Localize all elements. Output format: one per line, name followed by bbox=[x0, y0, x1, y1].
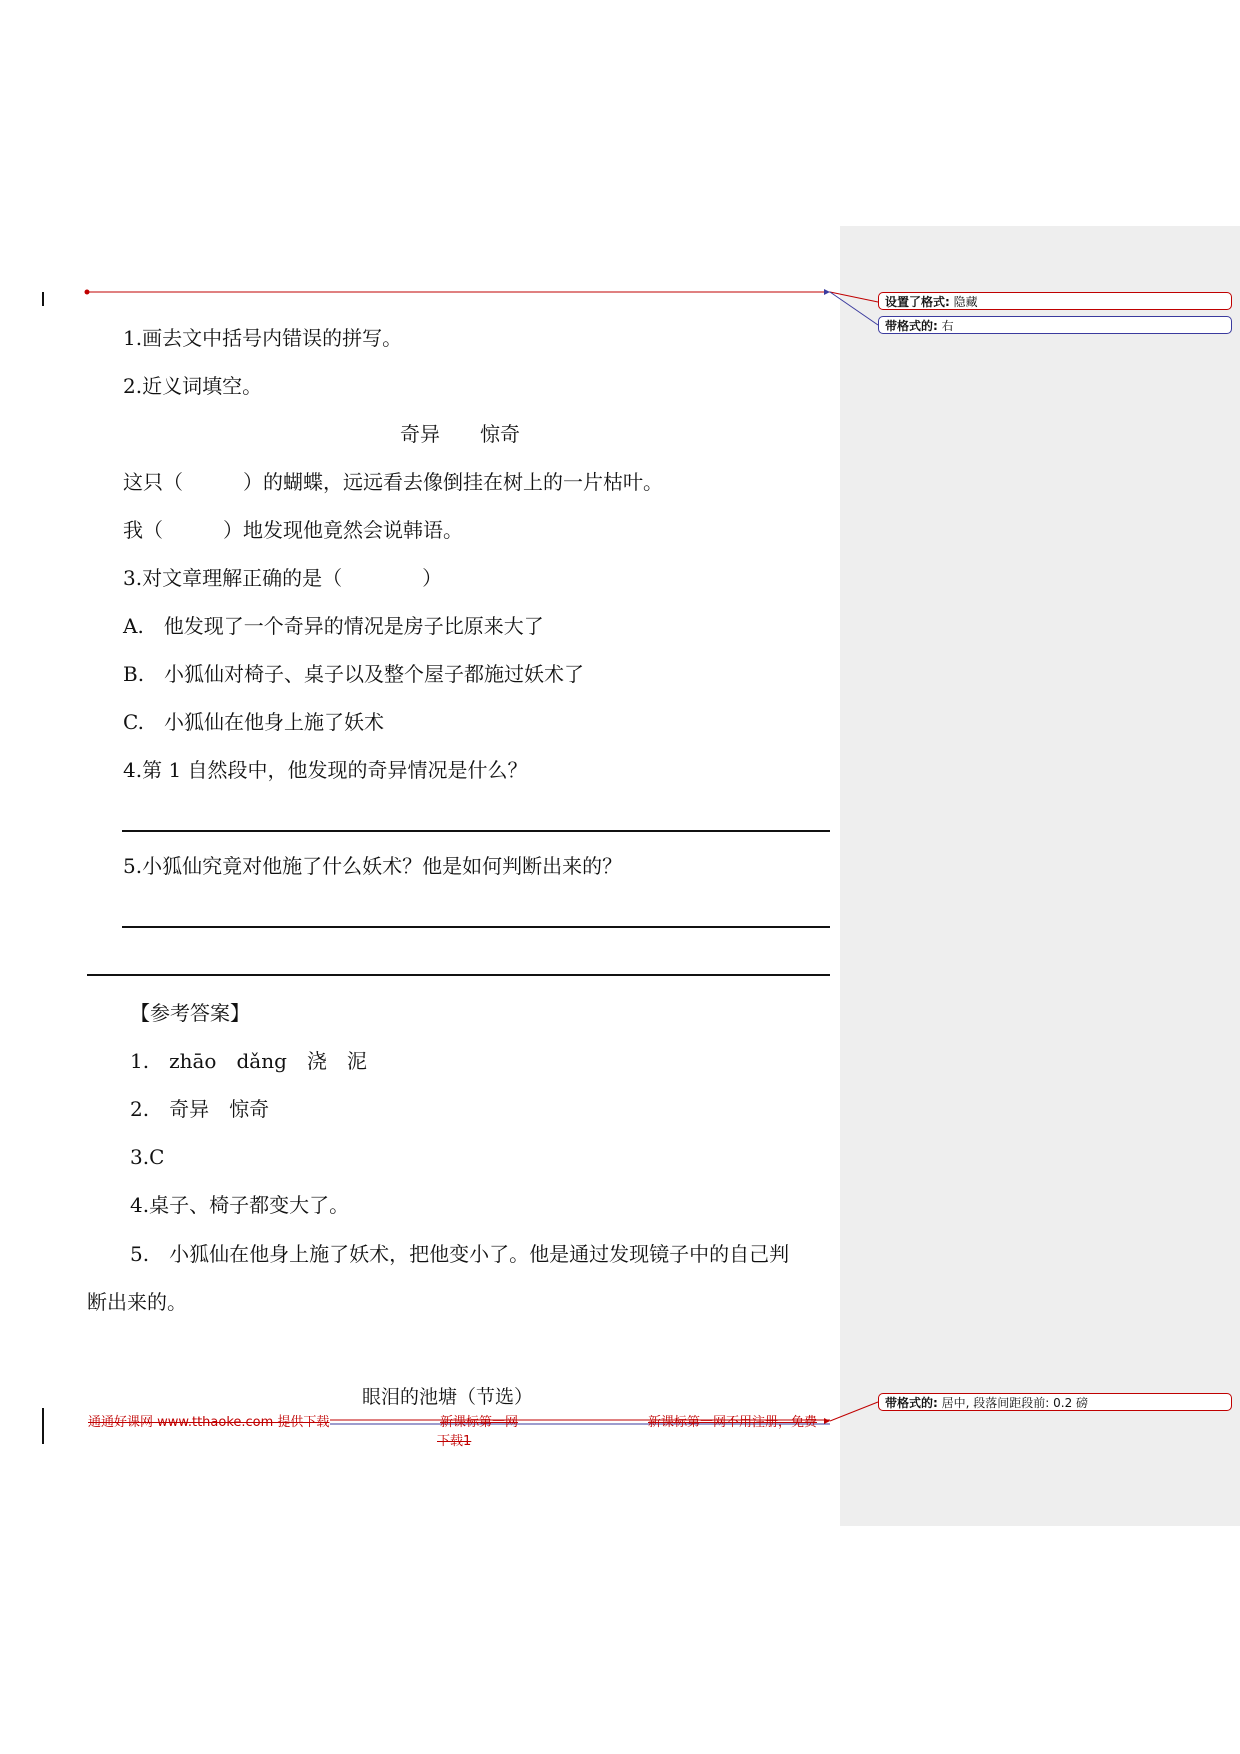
comment-balloon-center[interactable] bbox=[878, 1393, 1232, 1411]
answer-5-line-1: 5. 小狐仙在他身上施了妖术，把他变小了。他是通过发现镜子中的自己判 bbox=[130, 1242, 790, 1266]
comment-balloon-hidden[interactable] bbox=[878, 292, 1232, 310]
answer-line-q5 bbox=[122, 926, 830, 928]
deleted-footer-right: 新课标第一网不用注册，免费 bbox=[648, 1415, 818, 1430]
comment-label: 带格式的: bbox=[885, 1396, 938, 1410]
comment-label: 设置了格式: bbox=[885, 295, 950, 309]
answer-1: 1. zhāo dǎng 浇 泥 bbox=[130, 1049, 367, 1073]
change-bar-bottom bbox=[42, 1408, 44, 1444]
question-2: 2.近义词填空。 bbox=[123, 374, 263, 398]
question-1: 1.画去文中括号内错误的拼写。 bbox=[123, 326, 403, 350]
answer-2: 2. 奇异 惊奇 bbox=[130, 1097, 270, 1121]
question-3-option-a: A. 他发现了一个奇异的情况是房子比原来大了 bbox=[123, 614, 544, 638]
answer-title: 【参考答案】 bbox=[130, 1001, 250, 1025]
change-bar-top bbox=[42, 292, 44, 306]
question-3-option-b: B. 小狐仙对椅子、桌子以及整个屋子都施过妖术了 bbox=[123, 662, 585, 686]
deleted-footer-mid-2: 下载1 bbox=[437, 1434, 472, 1449]
footer-title: 眼泪的池塘（节选） bbox=[362, 1386, 534, 1408]
comment-value: 右 bbox=[941, 319, 954, 333]
answer-3: 3.C bbox=[130, 1145, 165, 1169]
comment-balloon-right[interactable] bbox=[878, 316, 1232, 334]
comment-value: 隐藏 bbox=[953, 295, 978, 309]
answer-4: 4.桌子、椅子都变大了。 bbox=[130, 1193, 350, 1217]
question-5: 5.小狐仙究竟对他施了什么妖术？他是如何判断出来的？ bbox=[123, 854, 623, 878]
answer-line-q4 bbox=[122, 830, 830, 832]
deleted-footer-left: 通通好课网 www.tthaoke.com 提供下载 bbox=[88, 1415, 330, 1430]
question-3-option-c: C. 小狐仙在他身上施了妖术 bbox=[123, 710, 384, 734]
question-2-words: 奇异 惊奇 bbox=[400, 422, 520, 446]
section-divider bbox=[87, 974, 830, 976]
comment-value: 居中, 段落间距段前: 0.2 磅 bbox=[941, 1396, 1089, 1410]
question-4: 4.第 1 自然段中，他发现的奇异情况是什么？ bbox=[123, 758, 528, 782]
comment-label: 带格式的: bbox=[885, 319, 938, 333]
question-2-sentence-2: 我（ ）地发现他竟然会说韩语。 bbox=[123, 518, 463, 542]
question-2-sentence-1: 这只（ ）的蝴蝶，远远看去像倒挂在树上的一片枯叶。 bbox=[123, 470, 663, 494]
question-3: 3.对文章理解正确的是（ ） bbox=[123, 566, 443, 590]
deleted-footer-mid: 新课标第一网 bbox=[440, 1415, 519, 1430]
answer-5-line-2: 断出来的。 bbox=[87, 1290, 187, 1314]
